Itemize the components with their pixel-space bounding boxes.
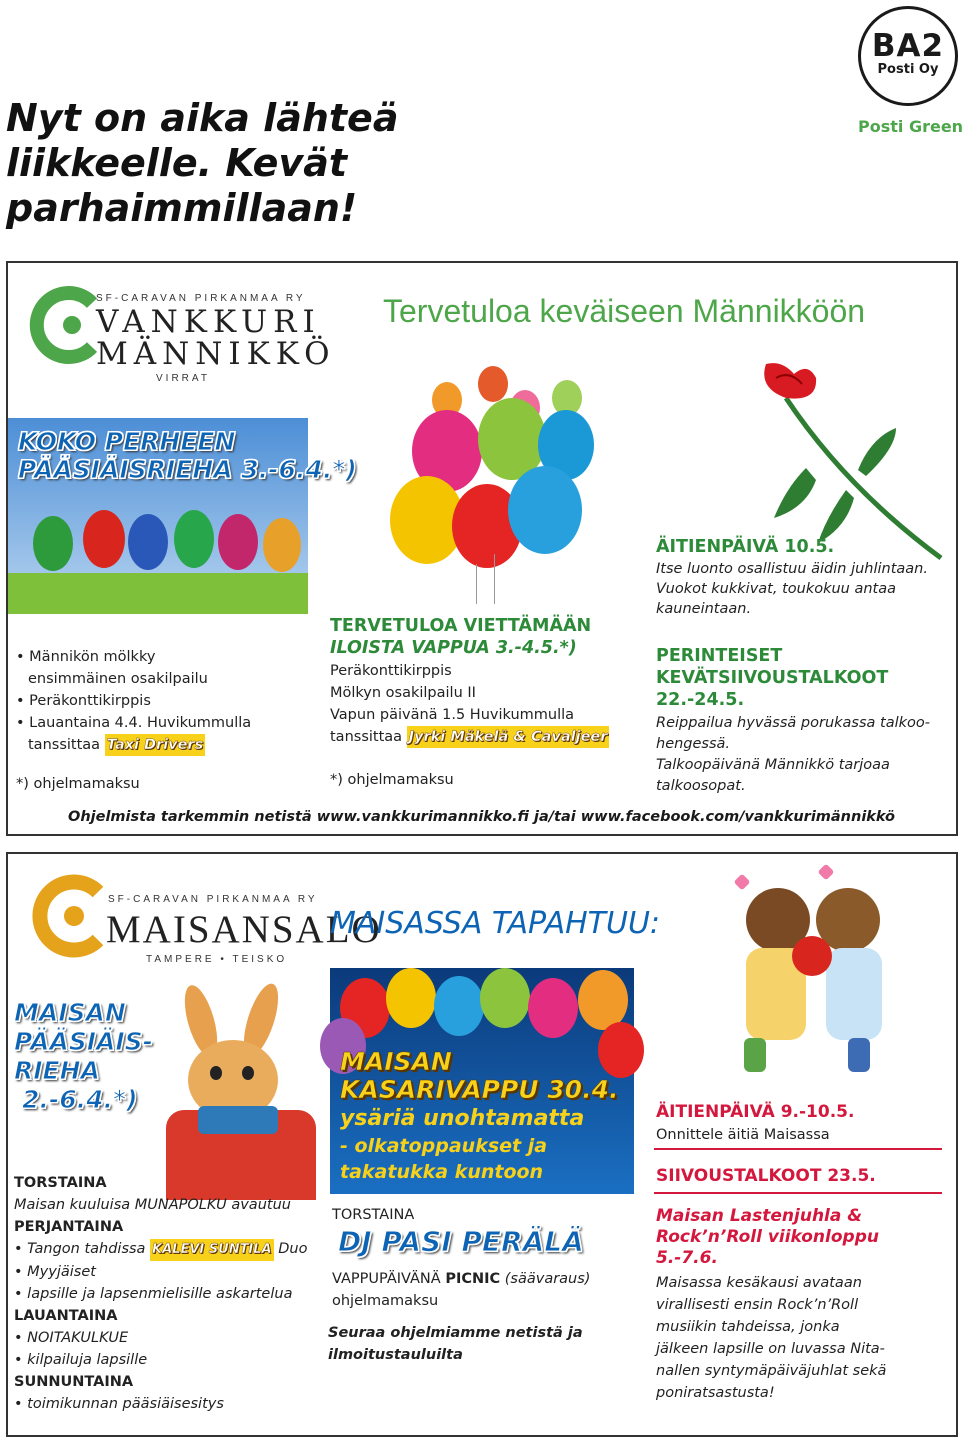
list-item: tanssittaa Jyrki Mäkelä & Cavaljeer xyxy=(330,726,630,748)
text-line: Vuokot kukkivat, toukokuu antaa xyxy=(656,581,897,597)
picnic-fee: ohjelmamaksu xyxy=(332,1293,439,1309)
cleanup-title xyxy=(656,645,888,711)
mothers-day-text xyxy=(656,559,928,619)
badge-company: Posti Oy xyxy=(877,62,939,77)
list-item: Peräkonttikirppis xyxy=(330,663,452,679)
maisa-mothers-day-text: Onnittele äitiä Maisassa xyxy=(656,1127,830,1143)
maisa-cleanup-title: SIIVOUSTALKOOT 23.5. xyxy=(656,1166,876,1186)
logo-name-2: MÄNNIKKÖ xyxy=(96,336,336,372)
vappu-note: *) ohjelmamaksu xyxy=(330,772,454,788)
title-line: Rock’n’Roll viikonloppu xyxy=(656,1227,879,1247)
list-item: • kilpailuja lapsille xyxy=(14,1352,148,1368)
cleanup-text xyxy=(656,713,930,797)
vankkuri-logo xyxy=(28,277,336,384)
text-line: Maisassa kesäkausi avataan xyxy=(656,1275,862,1291)
list-item: tanssittaa Taxi Drivers xyxy=(16,734,306,756)
picnic-line: VAPPUPÄIVÄNÄ PICNIC (säävaraus) xyxy=(332,1271,591,1287)
text-line: kauneintaan. xyxy=(656,601,752,617)
title-line: 5.-7.6. xyxy=(656,1248,718,1268)
logo-name: MAISANSALO xyxy=(106,908,382,951)
c-logo-icon xyxy=(30,874,110,958)
kasari-sub-2: - olkatoppaukset ja xyxy=(340,1135,548,1157)
mothers-day-title: ÄITIENPÄIVÄ 10.5. xyxy=(656,537,835,557)
band-kalevi-suntila: KALEVI SUNTILA xyxy=(150,1239,274,1261)
list-item: • toimikunnan pääsiäisesitys xyxy=(14,1396,224,1412)
list-item: Vapun päivänä 1.5 Huvikummulla xyxy=(330,707,575,723)
list-item: Mölkyn osakilpailu II xyxy=(330,685,476,701)
band-jyrki-makela: Jyrki Mäkelä & Cavaljeer xyxy=(407,726,610,748)
vappu-title-1: TERVETULOA VIETTÄMÄÄN xyxy=(330,616,592,636)
balloons-image xyxy=(360,358,620,608)
day-label: PERJANTAINA xyxy=(14,1219,124,1235)
title-line: RIEHA xyxy=(14,1056,100,1085)
easter-note: *) ohjelmamaksu xyxy=(16,776,140,792)
title-line: PÄÄSIÄIS- xyxy=(14,1027,154,1056)
logo-place: TAMPERE • TEISKO xyxy=(146,954,288,965)
vankkuri-footer: Ohjelmista tarkemmin netistä www.vankkurimannikko.fi ja/tai www.facebook.com/vankkurimännikkö xyxy=(68,809,896,825)
list-item: • Peräkonttikirppis xyxy=(16,693,151,709)
easter-title-1: KOKO PERHEEN xyxy=(18,427,236,456)
text-line: talkoosopat. xyxy=(656,778,746,794)
text-line: Reippailua hyvässä porukassa talkoo- xyxy=(656,715,930,731)
band-taxi-drivers: Taxi Drivers xyxy=(105,734,206,756)
text-line: musiikin tahdeissa, jonka xyxy=(656,1319,840,1335)
text-line: Maisan kuuluisa MUNAPOLKU avautuu xyxy=(14,1197,291,1213)
logo-org: SF-CARAVAN PIRKANMAA RY xyxy=(108,894,318,905)
welcome-title: Tervetuloa keväiseen Männikköön xyxy=(383,293,866,329)
easter-title-2: PÄÄSIÄISRIEHA 3.-6.4.*) xyxy=(18,455,357,484)
kasari-sub-1: ysäriä unohtamatta xyxy=(340,1106,585,1131)
easter-list xyxy=(16,646,306,756)
logo-org: SF-CARAVAN PIRKANMAA RY xyxy=(96,293,306,304)
text-line: Seuraa ohjelmiamme netistä ja xyxy=(328,1325,583,1341)
headline: Nyt on aika lähteä liikkeelle. Kevät parhaimmillaan! xyxy=(6,96,399,230)
maisa-easter-title xyxy=(14,998,153,1114)
kids-text xyxy=(656,1272,886,1404)
title-line: MAISAN xyxy=(14,998,126,1027)
text-line: Talkoopäivänä Männikkö tarjoaa xyxy=(656,757,890,773)
list-item: • NOITAKULKUE xyxy=(14,1330,129,1346)
text-line: nallen syntymäpäiväjuhlat sekä xyxy=(656,1363,887,1379)
list-item: • lapsille ja lapsenmielisille askartelua xyxy=(14,1286,293,1302)
kids-title xyxy=(656,1206,879,1269)
maisa-mothers-day-title: ÄITIENPÄIVÄ 9.-10.5. xyxy=(656,1102,855,1122)
vappu-list xyxy=(330,660,630,748)
cleanup-title-2: KEVÄTSIIVOUSTALKOOT xyxy=(656,668,889,688)
kasarivappu-image xyxy=(330,968,634,1194)
list-item: • Männikön mölkky xyxy=(16,649,156,665)
maisansalo-panel xyxy=(6,852,958,1437)
ba2-badge xyxy=(858,6,958,106)
kasari-thu: TORSTAINA xyxy=(332,1207,415,1223)
logo-name-1: VANKKURI xyxy=(96,304,321,340)
list-item: ensimmäinen osakilpailu xyxy=(28,671,208,687)
divider xyxy=(654,1148,942,1150)
bunny-image xyxy=(158,982,318,1197)
vappu-title-2: ILOISTA VAPPUA 3.-4.5.*) xyxy=(330,638,577,658)
maisa-heading: MAISASSA TAPAHTUU: xyxy=(330,906,661,941)
list-item: • Myyjäiset xyxy=(14,1264,96,1280)
text-line: Itse luonto osallistuu äidin juhlintaan. xyxy=(656,561,928,577)
vankkuri-panel xyxy=(6,261,958,836)
kids-hug-image xyxy=(716,862,916,1077)
day-label: SUNNUNTAINA xyxy=(14,1374,134,1390)
kasari-title-2: KASARIVAPPU 30.4. xyxy=(340,1075,619,1104)
divider xyxy=(654,1192,942,1194)
maisansalo-logo xyxy=(28,868,382,968)
kasari-sub-3: takatukka kuntoon xyxy=(340,1161,544,1183)
list-item: • Lauantaina 4.4. Huvikummulla xyxy=(16,715,252,731)
title-line: Maisan Lastenjuhla & xyxy=(656,1206,863,1226)
text-line: • Tangon tahdissa KALEVI SUNTILA Duo xyxy=(14,1238,334,1261)
text-line: jälkeen lapsille on luvassa Nita- xyxy=(656,1341,885,1357)
day-label: TORSTAINA xyxy=(14,1175,107,1191)
logo-place: VIRRAT xyxy=(156,373,210,384)
day-label: LAUANTAINA xyxy=(14,1308,118,1324)
text-line: hengessä. xyxy=(656,736,731,752)
text-line: ilmoitustauluilta xyxy=(328,1347,463,1363)
text-line: poniratsastusta! xyxy=(656,1385,775,1401)
dj-name: DJ PASI PERÄLÄ xyxy=(338,1225,584,1258)
title-line: 2.-6.4.*) xyxy=(22,1085,138,1114)
kasari-title-1: MAISAN xyxy=(340,1047,452,1076)
c-logo-icon xyxy=(32,285,102,365)
follow-text xyxy=(328,1322,583,1366)
maisa-easter-program xyxy=(14,1172,334,1415)
posti-green-label: Posti Green xyxy=(858,117,963,136)
text-line: virallisesti ensin Rock’n’Roll xyxy=(656,1297,859,1313)
cleanup-title-1: PERINTEISET xyxy=(656,646,783,666)
badge-code: BA2 xyxy=(871,28,945,64)
cleanup-title-3: 22.-24.5. xyxy=(656,690,745,710)
